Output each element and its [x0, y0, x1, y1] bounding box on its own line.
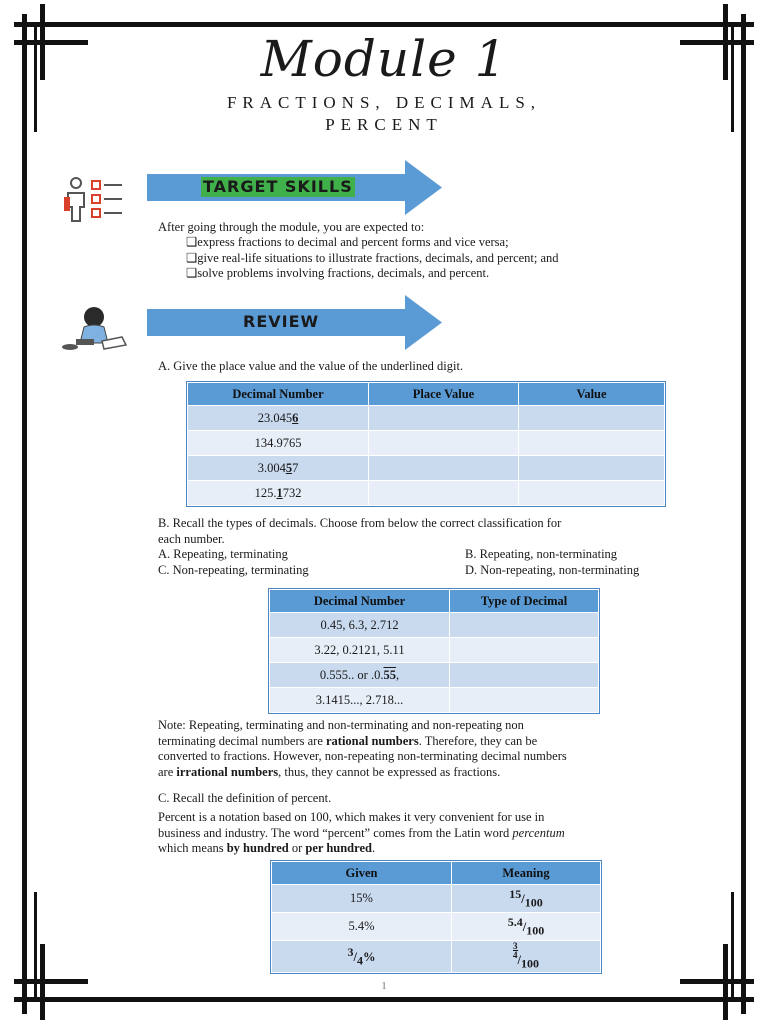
type-cell[interactable] — [450, 638, 599, 663]
page-number: 1 — [381, 980, 387, 992]
review-heading: REVIEW — [243, 312, 320, 331]
type-cell[interactable] — [450, 688, 599, 713]
checkbox-icon: ❑ — [186, 250, 198, 265]
part-c-instruction: C. Recall the definition of percent. — [158, 791, 332, 805]
table-row — [270, 688, 599, 713]
reading-person-icon — [58, 305, 128, 353]
choice-d: D. Non-repeating, non-terminating — [465, 563, 640, 577]
column-header: Type of Decimal — [450, 590, 599, 613]
choice-a: A. Repeating, terminating — [158, 547, 288, 561]
column-header: Decimal Number — [270, 590, 450, 613]
table-row — [188, 481, 665, 506]
meaning-cell: $^{15}/_{100}$ — [452, 885, 601, 913]
table-row — [188, 456, 665, 481]
checkbox-icon: ❑ — [186, 235, 198, 249]
decimal-number-cell: 0.555.. or .0.55, — [270, 663, 450, 688]
percent-definition: Percent is a notation based on 100, which makes it very convenient for use in business and industry. The word “percent” comes from the Latin word percentum which means by hundred or per hundred. — [158, 810, 565, 855]
place-value-table — [187, 382, 665, 506]
part-a-instruction: A. Give the place value and the value of the underlined digit. — [158, 359, 464, 373]
skill-item: ❑give real-life situations to illustrate fractions, decimals, and percent; and — [186, 250, 559, 265]
given-cell: 15% — [272, 885, 452, 913]
given-cell: $^3/_4\%$ — [272, 941, 452, 973]
skill-item: ❑solve problems involving fractions, decimals, and percent. — [186, 266, 490, 280]
column-header: Place Value — [369, 383, 519, 406]
decimal-type-table — [269, 589, 599, 713]
part-b-instruction: B. Recall the types of decimals. Choose from below the correct classification for each number. — [158, 516, 562, 546]
meaning-cell: $^{5.4}/_{100}$ — [452, 913, 601, 941]
type-cell[interactable] — [450, 663, 599, 688]
table-row — [188, 406, 665, 431]
decimal-number-cell: 125.1732 — [188, 481, 369, 506]
note-paragraph: Note: Repeating, terminating and non-terminating and non-repeating non terminating decimal numbers are rational numbers. Therefore, they can be converted to fractions. However, non-repeating non-terminating decimal numbers are irrational numbers, thus, they cannot be expressed as fractions. — [158, 718, 567, 779]
column-header: Given — [272, 862, 452, 885]
place-value-cell[interactable] — [369, 456, 519, 481]
skill-item: ❑express fractions to decimal and percent forms and vice versa; — [186, 235, 509, 249]
module-subtitle — [0, 92, 768, 136]
place-value-cell[interactable] — [369, 406, 519, 431]
skills-list — [186, 235, 559, 282]
value-cell[interactable] — [519, 481, 665, 506]
table-row — [270, 663, 599, 688]
percent-meaning-table — [271, 861, 601, 973]
decimal-number-cell: 3.22, 0.2121, 5.11 — [270, 638, 450, 663]
column-header: Decimal Number — [188, 383, 369, 406]
decimal-number-cell: 134.9765 — [188, 431, 369, 456]
type-cell[interactable] — [450, 613, 599, 638]
subtitle-line-1: FRACTIONS, DECIMALS, — [226, 93, 542, 112]
decimal-number-cell: 0.45, 6.3, 2.712 — [270, 613, 450, 638]
place-value-cell[interactable] — [369, 431, 519, 456]
table-row — [272, 941, 601, 973]
table-row — [272, 885, 601, 913]
place-value-cell[interactable] — [369, 481, 519, 506]
decimal-number-cell: 3.00457 — [188, 456, 369, 481]
table-row — [188, 431, 665, 456]
meaning-cell: $^{\frac{3}{4}}$ $/_{100}$ — [452, 941, 601, 973]
value-cell[interactable] — [519, 431, 665, 456]
value-cell[interactable] — [519, 406, 665, 431]
given-cell: 5.4% — [272, 913, 452, 941]
value-cell[interactable] — [519, 456, 665, 481]
module-title: Module 1 — [260, 30, 508, 88]
subtitle-line-2: PERCENT — [325, 115, 443, 134]
column-header: Value — [519, 383, 665, 406]
table-row — [270, 638, 599, 663]
choice-b: B. Repeating, non-terminating — [465, 547, 618, 561]
skills-intro: After going through the module, you are expected to: — [158, 220, 425, 234]
choice-c: C. Non-repeating, terminating — [158, 563, 309, 577]
decimal-number-cell: 3.1415..., 2.718... — [270, 688, 450, 713]
checkbox-icon: ❑ — [186, 266, 198, 280]
target-skills-heading: TARGET SKILLS — [203, 177, 353, 196]
checklist-person-icon — [58, 175, 126, 225]
column-header: Meaning — [452, 862, 601, 885]
decimal-number-cell: 23.0456 — [188, 406, 369, 431]
table-row — [272, 913, 601, 941]
table-row — [270, 613, 599, 638]
